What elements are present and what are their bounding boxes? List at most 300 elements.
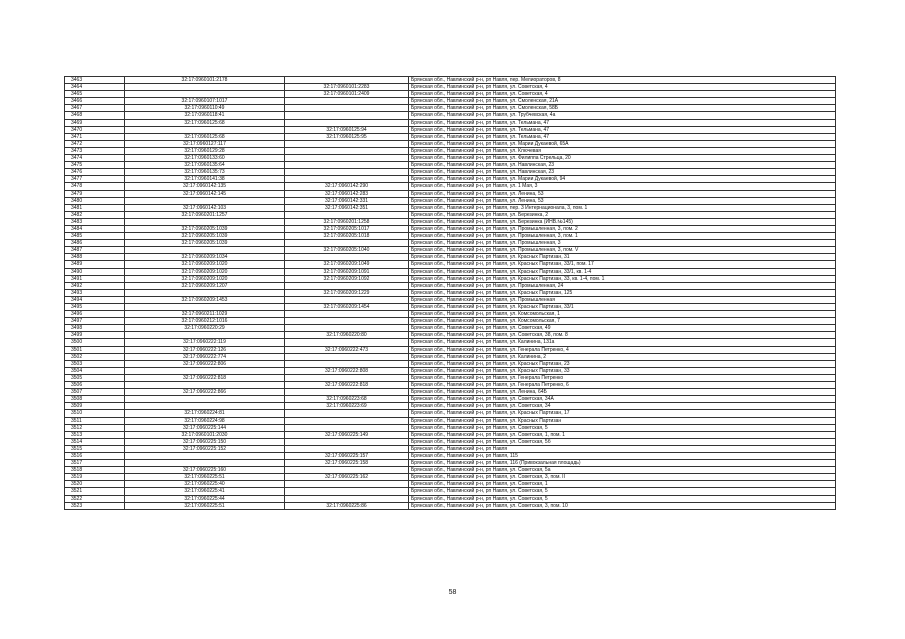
row-number-cell: 3490 bbox=[65, 268, 125, 275]
land-cadastral-number-cell: 32:17:0960142:103 bbox=[125, 204, 285, 211]
building-cadastral-number-cell bbox=[285, 112, 409, 119]
building-cadastral-number-cell: 32:17:0960142:331 bbox=[285, 197, 409, 204]
building-cadastral-number-cell bbox=[285, 417, 409, 424]
address-cell: Брянская обл., Навлинский р-н, рп Навля, ул. Навлинская, 23 bbox=[409, 162, 836, 169]
table-row bbox=[65, 460, 836, 467]
land-cadastral-number-cell: 32:17:0960209:1020 bbox=[125, 268, 285, 275]
land-cadastral-number-cell bbox=[125, 452, 285, 459]
row-number-cell: 3476 bbox=[65, 169, 125, 176]
address-cell: Брянская обл., Навлинский р-н, рп Навля, ул. Тельмана, 47 bbox=[409, 119, 836, 126]
address-cell: Брянская обл., Навлинский р-н, рп Навля, ул. Промышленная, 3 bbox=[409, 240, 836, 247]
land-cadastral-number-cell: 32:17:0960222:866 bbox=[125, 389, 285, 396]
land-cadastral-number-cell: 32:17:0960224:98 bbox=[125, 417, 285, 424]
table-row bbox=[65, 353, 836, 360]
table-row bbox=[65, 275, 836, 282]
address-cell: Брянская обл., Навлинский р-н, рп Навля, ул. Советская, 5 bbox=[409, 495, 836, 502]
building-cadastral-number-cell: 32:17:0960125:94 bbox=[285, 126, 409, 133]
building-cadastral-number-cell: 32:17:0960223:69 bbox=[285, 403, 409, 410]
table-row bbox=[65, 481, 836, 488]
address-cell: Брянская обл., Навлинский р-н, рп Навля, ул. Советская, 34А bbox=[409, 396, 836, 403]
building-cadastral-number-cell: 32:17:0960201:1258 bbox=[285, 218, 409, 225]
table-row bbox=[65, 105, 836, 112]
land-cadastral-number-cell: 32:17:0960118:41 bbox=[125, 112, 285, 119]
land-cadastral-number-cell: 32:17:0960142:145 bbox=[125, 190, 285, 197]
building-cadastral-number-cell: 32:17:0960209:1091 bbox=[285, 268, 409, 275]
address-cell: Брянская обл., Навлинский р-н, рп Навля, ул. Комсомольская, 1 bbox=[409, 311, 836, 318]
land-cadastral-number-cell: 32:17:0960222:806 bbox=[125, 360, 285, 367]
building-cadastral-number-cell bbox=[285, 424, 409, 431]
table-row bbox=[65, 374, 836, 381]
land-cadastral-number-cell bbox=[125, 367, 285, 374]
table-row bbox=[65, 140, 836, 147]
land-cadastral-number-cell bbox=[125, 382, 285, 389]
building-cadastral-number-cell bbox=[285, 318, 409, 325]
row-number-cell: 3470 bbox=[65, 126, 125, 133]
land-cadastral-number-cell bbox=[125, 304, 285, 311]
address-cell: Брянская обл., Навлинский р-н, рп Навля, ул. Советская, 5 bbox=[409, 488, 836, 495]
building-cadastral-number-cell bbox=[285, 240, 409, 247]
building-cadastral-number-cell bbox=[285, 211, 409, 218]
row-number-cell: 3507 bbox=[65, 389, 125, 396]
land-cadastral-number-cell: 32:17:0960209:1453 bbox=[125, 296, 285, 303]
address-cell: Брянская обл., Навлинский р-н, рп Навля, ул. Марии Дукаевой, 94 bbox=[409, 176, 836, 183]
address-cell: Брянская обл., Навлинский р-н, рп Навля, ул. Советская, 4 bbox=[409, 84, 836, 91]
building-cadastral-number-cell bbox=[285, 438, 409, 445]
building-cadastral-number-cell: 32:17:0960205:1040 bbox=[285, 247, 409, 254]
table-row bbox=[65, 119, 836, 126]
row-number-cell: 3500 bbox=[65, 339, 125, 346]
land-cadastral-number-cell: 32:17:0960107:1017 bbox=[125, 98, 285, 105]
building-cadastral-number-cell: 32:17:0960209:1229 bbox=[285, 289, 409, 296]
land-cadastral-number-cell: 32:17:0960222:818 bbox=[125, 374, 285, 381]
row-number-cell: 3477 bbox=[65, 176, 125, 183]
address-cell: Брянская обл., Навлинский р-н, рп Навля, ул. Генерала Петренко, 6 bbox=[409, 382, 836, 389]
table-row bbox=[65, 84, 836, 91]
land-cadastral-number-cell: 32:17:0960225:144 bbox=[125, 424, 285, 431]
land-cadastral-number-cell: 32:17:0960135:73 bbox=[125, 169, 285, 176]
table-row bbox=[65, 240, 836, 247]
table-row bbox=[65, 431, 836, 438]
address-cell: Брянская обл., Навлинский р-н, рп Навля, 115 bbox=[409, 452, 836, 459]
address-cell: Брянская обл., Навлинский р-н, рп Навля, ул. Красных Партизан, 33/1, кв. 1-4 bbox=[409, 268, 836, 275]
row-number-cell: 3492 bbox=[65, 282, 125, 289]
table-row bbox=[65, 254, 836, 261]
address-cell: Брянская обл., Навлинский р-н, рп Навля, ул. Смоленская, 21А bbox=[409, 98, 836, 105]
land-cadastral-number-cell bbox=[125, 247, 285, 254]
land-cadastral-number-cell: 32:17:0960225:51 bbox=[125, 502, 285, 509]
land-cadastral-number-cell: 32:17:0960212:1016 bbox=[125, 318, 285, 325]
table-row bbox=[65, 133, 836, 140]
building-cadastral-number-cell: 32:17:0960101:2283 bbox=[285, 84, 409, 91]
building-cadastral-number-cell: 32:17:0960225:149 bbox=[285, 431, 409, 438]
land-cadastral-number-cell bbox=[125, 396, 285, 403]
table-row bbox=[65, 438, 836, 445]
address-cell: Брянская обл., Навлинский р-н, рп Навля, ул. Промышленная, 3, пом. 1 bbox=[409, 233, 836, 240]
address-cell: Брянская обл., Навлинский р-н, рп Навля bbox=[409, 445, 836, 452]
address-cell: Брянская обл., Навлинский р-н, рп Навля, ул. Советская, 34 bbox=[409, 403, 836, 410]
land-cadastral-number-cell: 32:17:0960133:60 bbox=[125, 155, 285, 162]
row-number-cell: 3504 bbox=[65, 367, 125, 374]
address-cell: Брянская обл., Навлинский р-н, рп Навля, ул. Красных Партизан, 33, кв. 1-4, пом. 1 bbox=[409, 275, 836, 282]
row-number-cell: 3498 bbox=[65, 325, 125, 332]
row-number-cell: 3505 bbox=[65, 374, 125, 381]
row-number-cell: 3493 bbox=[65, 289, 125, 296]
table-row bbox=[65, 403, 836, 410]
building-cadastral-number-cell: 32:17:0960205:1017 bbox=[285, 225, 409, 232]
land-cadastral-number-cell: 32:17:0960225:160 bbox=[125, 467, 285, 474]
row-number-cell: 3468 bbox=[65, 112, 125, 119]
row-number-cell: 3475 bbox=[65, 162, 125, 169]
address-cell: Брянская обл., Навлинский р-н, рп Навля, ул. Красных Партизан, 125 bbox=[409, 289, 836, 296]
building-cadastral-number-cell bbox=[285, 360, 409, 367]
address-cell: Брянская обл., Навлинский р-н, рп Навля, пер. 3 Интернационала, 3, пом. 1 bbox=[409, 204, 836, 211]
address-cell: Брянская обл., Навлинский р-н, рп Навля, ул. Советская, 3, пом. 10 bbox=[409, 502, 836, 509]
land-cadastral-number-cell: 32:17:0960225:51 bbox=[125, 474, 285, 481]
table-row bbox=[65, 424, 836, 431]
building-cadastral-number-cell: 32:17:0960142:351 bbox=[285, 204, 409, 211]
land-cadastral-number-cell: 32:17:0960225:150 bbox=[125, 438, 285, 445]
land-cadastral-number-cell: 32:17:0960125:68 bbox=[125, 119, 285, 126]
address-cell: Брянская обл., Навлинский р-н, рп Навля, ул. Калинина, 2 bbox=[409, 353, 836, 360]
table-row bbox=[65, 332, 836, 339]
address-cell: Брянская обл., Навлинский р-н, рп Навля, ул. Трубчевская, 4а bbox=[409, 112, 836, 119]
address-cell: Брянская обл., Навлинский р-н, рп Навля, ул. Советская, 1, пом. 1 bbox=[409, 431, 836, 438]
address-cell: Брянская обл., Навлинский р-н, рп Навля, ул. Смоленская, 58Б bbox=[409, 105, 836, 112]
land-cadastral-number-cell: 32:17:0960209:1034 bbox=[125, 254, 285, 261]
row-number-cell: 3469 bbox=[65, 119, 125, 126]
table-row bbox=[65, 311, 836, 318]
table-row bbox=[65, 445, 836, 452]
row-number-cell: 3478 bbox=[65, 183, 125, 190]
land-cadastral-number-cell: 32:17:0960209:1020 bbox=[125, 261, 285, 268]
row-number-cell: 3495 bbox=[65, 304, 125, 311]
row-number-cell: 3497 bbox=[65, 318, 125, 325]
building-cadastral-number-cell: 32:17:0960142:290 bbox=[285, 183, 409, 190]
table-row bbox=[65, 488, 836, 495]
building-cadastral-number-cell: 32:17:0960209:1454 bbox=[285, 304, 409, 311]
building-cadastral-number-cell bbox=[285, 488, 409, 495]
row-number-cell: 3481 bbox=[65, 204, 125, 211]
building-cadastral-number-cell bbox=[285, 147, 409, 154]
address-cell: Брянская обл., Навлинский р-н, рп Навля, ул. Тельмана, 47 bbox=[409, 126, 836, 133]
building-cadastral-number-cell bbox=[285, 77, 409, 84]
land-cadastral-number-cell bbox=[125, 91, 285, 98]
table-row bbox=[65, 289, 836, 296]
registry-table-body bbox=[65, 77, 836, 510]
land-cadastral-number-cell: 32:17:0960110:49 bbox=[125, 105, 285, 112]
row-number-cell: 3487 bbox=[65, 247, 125, 254]
table-row bbox=[65, 112, 836, 119]
land-cadastral-number-cell: 32:17:0960205:1039 bbox=[125, 225, 285, 232]
table-row bbox=[65, 339, 836, 346]
land-cadastral-number-cell: 32:17:0960129:28 bbox=[125, 147, 285, 154]
address-cell: Брянская обл., Навлинский р-н, рп Навля, ул. Советская, 5б bbox=[409, 438, 836, 445]
building-cadastral-number-cell bbox=[285, 296, 409, 303]
building-cadastral-number-cell: 32:17:0960209:1049 bbox=[285, 261, 409, 268]
building-cadastral-number-cell: 32:17:0960142:283 bbox=[285, 190, 409, 197]
address-cell: Брянская обл., Навлинский р-н, рп Навля, ул. Советская, 4 bbox=[409, 91, 836, 98]
building-cadastral-number-cell bbox=[285, 445, 409, 452]
building-cadastral-number-cell: 32:17:0960222:473 bbox=[285, 346, 409, 353]
table-row bbox=[65, 360, 836, 367]
row-number-cell: 3465 bbox=[65, 91, 125, 98]
land-cadastral-number-cell: 32:17:0960224:81 bbox=[125, 410, 285, 417]
address-cell: Брянская обл., Навлинский р-н, рп Навля, ул. Березинка, 2 bbox=[409, 211, 836, 218]
table-row bbox=[65, 225, 836, 232]
row-number-cell: 3480 bbox=[65, 197, 125, 204]
building-cadastral-number-cell: 32:17:0960209:1092 bbox=[285, 275, 409, 282]
land-cadastral-number-cell: 32:17:0960225:152 bbox=[125, 445, 285, 452]
building-cadastral-number-cell bbox=[285, 467, 409, 474]
building-cadastral-number-cell bbox=[285, 410, 409, 417]
table-row bbox=[65, 346, 836, 353]
building-cadastral-number-cell bbox=[285, 140, 409, 147]
building-cadastral-number-cell bbox=[285, 495, 409, 502]
building-cadastral-number-cell: 32:17:0960222:818 bbox=[285, 382, 409, 389]
land-cadastral-number-cell: 32:17:0960211:1029 bbox=[125, 311, 285, 318]
address-cell: Брянская обл., Навлинский р-н, рп Навля, ул. Красных Партизан, 33/1, пом. 17 bbox=[409, 261, 836, 268]
address-cell: Брянская обл., Навлинский р-н, рп Навля, ул. Красных Партизан, 23 bbox=[409, 360, 836, 367]
building-cadastral-number-cell: 32:17:0960223:68 bbox=[285, 396, 409, 403]
building-cadastral-number-cell: 32:17:0960125:95 bbox=[285, 133, 409, 140]
registry-table bbox=[64, 76, 836, 510]
land-cadastral-number-cell: 32:17:0960205:1039 bbox=[125, 240, 285, 247]
row-number-cell: 3485 bbox=[65, 233, 125, 240]
building-cadastral-number-cell bbox=[285, 119, 409, 126]
building-cadastral-number-cell bbox=[285, 374, 409, 381]
table-row bbox=[65, 218, 836, 225]
table-row bbox=[65, 190, 836, 197]
building-cadastral-number-cell: 32:17:0960225:157 bbox=[285, 452, 409, 459]
row-number-cell: 3471 bbox=[65, 133, 125, 140]
address-cell: Брянская обл., Навлинский р-н, рп Навля, ул. Ленина, 53 bbox=[409, 197, 836, 204]
land-cadastral-number-cell bbox=[125, 197, 285, 204]
building-cadastral-number-cell bbox=[285, 325, 409, 332]
table-row bbox=[65, 304, 836, 311]
address-cell: Брянская обл., Навлинский р-н, рп Навля, ул. Генерала Петренко, 4 bbox=[409, 346, 836, 353]
building-cadastral-number-cell bbox=[285, 254, 409, 261]
address-cell: Брянская обл., Навлинский р-н, рп Навля, ул. Березинка (ИНВ.№145) bbox=[409, 218, 836, 225]
table-row bbox=[65, 417, 836, 424]
table-row bbox=[65, 282, 836, 289]
address-cell: Брянская обл., Навлинский р-н, рп Навля, ул. Советская, 49 bbox=[409, 325, 836, 332]
table-row bbox=[65, 147, 836, 154]
table-row bbox=[65, 495, 836, 502]
land-cadastral-number-cell: 32:17:0960142:135 bbox=[125, 183, 285, 190]
land-cadastral-number-cell: 32:17:0960201:1257 bbox=[125, 211, 285, 218]
table-row bbox=[65, 204, 836, 211]
row-number-cell: 3519 bbox=[65, 474, 125, 481]
land-cadastral-number-cell: 32:17:0960125:68 bbox=[125, 133, 285, 140]
row-number-cell: 3491 bbox=[65, 275, 125, 282]
row-number-cell: 3521 bbox=[65, 488, 125, 495]
row-number-cell: 3483 bbox=[65, 218, 125, 225]
address-cell: Брянская обл., Навлинский р-н, рп Навля, ул. Красных Партизан bbox=[409, 417, 836, 424]
row-number-cell: 3503 bbox=[65, 360, 125, 367]
table-row bbox=[65, 410, 836, 417]
building-cadastral-number-cell bbox=[285, 162, 409, 169]
table-row bbox=[65, 98, 836, 105]
building-cadastral-number-cell bbox=[285, 169, 409, 176]
land-cadastral-number-cell: 32:17:0960222:126 bbox=[125, 346, 285, 353]
row-number-cell: 3506 bbox=[65, 382, 125, 389]
table-row bbox=[65, 389, 836, 396]
table-row bbox=[65, 197, 836, 204]
land-cadastral-number-cell: 32:17:0960205:1039 bbox=[125, 233, 285, 240]
table-row bbox=[65, 268, 836, 275]
address-cell: Брянская обл., Навлинский р-н, рп Навля, ул. Промышленная bbox=[409, 296, 836, 303]
row-number-cell: 3508 bbox=[65, 396, 125, 403]
address-cell: Брянская обл., Навлинский р-н, рп Навля, ул. Комсомольская, 7 bbox=[409, 318, 836, 325]
building-cadastral-number-cell: 32:17:0960205:1018 bbox=[285, 233, 409, 240]
row-number-cell: 3463 bbox=[65, 77, 125, 84]
row-number-cell: 3488 bbox=[65, 254, 125, 261]
page-number: 58 bbox=[448, 589, 457, 596]
row-number-cell: 3464 bbox=[65, 84, 125, 91]
address-cell: Брянская обл., Навлинский р-н, рп Навля, ул. Красных Партизан, 33 bbox=[409, 367, 836, 374]
land-cadastral-number-cell: 32:17:0960135:64 bbox=[125, 162, 285, 169]
building-cadastral-number-cell bbox=[285, 98, 409, 105]
building-cadastral-number-cell bbox=[285, 481, 409, 488]
row-number-cell: 3484 bbox=[65, 225, 125, 232]
table-row bbox=[65, 318, 836, 325]
land-cadastral-number-cell: 32:17:0960209:1207 bbox=[125, 282, 285, 289]
land-cadastral-number-cell bbox=[125, 218, 285, 225]
address-cell: Брянская обл., Навлинский р-н, рп Навля, ул. Ленина, 64Б bbox=[409, 389, 836, 396]
table-row bbox=[65, 467, 836, 474]
building-cadastral-number-cell bbox=[285, 282, 409, 289]
table-row bbox=[65, 126, 836, 133]
building-cadastral-number-cell bbox=[285, 353, 409, 360]
land-cadastral-number-cell: 32:17:0960225:40 bbox=[125, 481, 285, 488]
land-cadastral-number-cell bbox=[125, 332, 285, 339]
table-row bbox=[65, 261, 836, 268]
building-cadastral-number-cell bbox=[285, 155, 409, 162]
row-number-cell: 3514 bbox=[65, 438, 125, 445]
row-number-cell: 3513 bbox=[65, 431, 125, 438]
building-cadastral-number-cell: 32:17:0960225:86 bbox=[285, 502, 409, 509]
row-number-cell: 3466 bbox=[65, 98, 125, 105]
row-number-cell: 3511 bbox=[65, 417, 125, 424]
row-number-cell: 3502 bbox=[65, 353, 125, 360]
building-cadastral-number-cell bbox=[285, 311, 409, 318]
address-cell: Брянская обл., Навлинский р-н, рп Навля, ул. Марии Дукаевой, 65А bbox=[409, 140, 836, 147]
address-cell: Брянская обл., Навлинский р-н, рп Навля, ул. Советская, 38, пом. 8 bbox=[409, 332, 836, 339]
table-row bbox=[65, 176, 836, 183]
table-row bbox=[65, 91, 836, 98]
row-number-cell: 3512 bbox=[65, 424, 125, 431]
land-cadastral-number-cell bbox=[125, 460, 285, 467]
row-number-cell: 3486 bbox=[65, 240, 125, 247]
building-cadastral-number-cell: 32:17:0960225:162 bbox=[285, 474, 409, 481]
table-row bbox=[65, 325, 836, 332]
address-cell: Брянская обл., Навлинский р-н, рп Навля, ул. Советская, 5 bbox=[409, 424, 836, 431]
row-number-cell: 3520 bbox=[65, 481, 125, 488]
address-cell: Брянская обл., Навлинский р-н, рп Навля, ул. Советская, 3, пом. II bbox=[409, 474, 836, 481]
row-number-cell: 3489 bbox=[65, 261, 125, 268]
address-cell: Брянская обл., Навлинский р-н, рп Навля, ул. Ключевая bbox=[409, 147, 836, 154]
address-cell: Брянская обл., Навлинский р-н, рп Навля, ул. Промышленная, 3, пом. 2 bbox=[409, 225, 836, 232]
address-cell: Брянская обл., Навлинский р-н, рп Навля, 116 (Привокзальная площадь) bbox=[409, 460, 836, 467]
row-number-cell: 3474 bbox=[65, 155, 125, 162]
table-row bbox=[65, 382, 836, 389]
row-number-cell: 3510 bbox=[65, 410, 125, 417]
land-cadastral-number-cell: 32:17:0960222:774 bbox=[125, 353, 285, 360]
row-number-cell: 3517 bbox=[65, 460, 125, 467]
table-row bbox=[65, 211, 836, 218]
address-cell: Брянская обл., Навлинский р-н, рп Навля, ул. Филиппа Стрельца, 20 bbox=[409, 155, 836, 162]
row-number-cell: 3523 bbox=[65, 502, 125, 509]
table-row bbox=[65, 233, 836, 240]
row-number-cell: 3516 bbox=[65, 452, 125, 459]
row-number-cell: 3496 bbox=[65, 311, 125, 318]
land-cadastral-number-cell bbox=[125, 403, 285, 410]
building-cadastral-number-cell bbox=[285, 105, 409, 112]
address-cell: Брянская обл., Навлинский р-н, рп Навля, ул. Красных Партизан, 33/1 bbox=[409, 304, 836, 311]
row-number-cell: 3482 bbox=[65, 211, 125, 218]
row-number-cell: 3472 bbox=[65, 140, 125, 147]
row-number-cell: 3467 bbox=[65, 105, 125, 112]
land-cadastral-number-cell: 32:17:0960101:2178 bbox=[125, 77, 285, 84]
row-number-cell: 3518 bbox=[65, 467, 125, 474]
table-row bbox=[65, 247, 836, 254]
land-cadastral-number-cell bbox=[125, 289, 285, 296]
row-number-cell: 3494 bbox=[65, 296, 125, 303]
building-cadastral-number-cell: 32:17:0960220:80 bbox=[285, 332, 409, 339]
address-cell: Брянская обл., Навлинский р-н, рп Навля, пер. Мелиораторов, 8 bbox=[409, 77, 836, 84]
row-number-cell: 3499 bbox=[65, 332, 125, 339]
table-row bbox=[65, 162, 836, 169]
address-cell: Брянская обл., Навлинский р-н, рп Навля, ул. Промышленная, 3, пом. V bbox=[409, 247, 836, 254]
building-cadastral-number-cell: 32:17:0960225:158 bbox=[285, 460, 409, 467]
table-row bbox=[65, 396, 836, 403]
address-cell: Брянская обл., Навлинский р-н, рп Навля, ул. Тельмана, 47 bbox=[409, 133, 836, 140]
address-cell: Брянская обл., Навлинский р-н, рп Навля, ул. Генерала Петренко bbox=[409, 374, 836, 381]
land-cadastral-number-cell: 32:17:0960141:38 bbox=[125, 176, 285, 183]
land-cadastral-number-cell: 32:17:0960220:29 bbox=[125, 325, 285, 332]
table-row bbox=[65, 296, 836, 303]
row-number-cell: 3515 bbox=[65, 445, 125, 452]
row-number-cell: 3501 bbox=[65, 346, 125, 353]
address-cell: Брянская обл., Навлинский р-н, рп Навля, ул. Красных Партизан, 31 bbox=[409, 254, 836, 261]
table-row bbox=[65, 183, 836, 190]
address-cell: Брянская обл., Навлинский р-н, рп Навля, ул. Советская, 1 bbox=[409, 481, 836, 488]
row-number-cell: 3479 bbox=[65, 190, 125, 197]
table-row bbox=[65, 502, 836, 509]
land-cadastral-number-cell bbox=[125, 84, 285, 91]
table-row bbox=[65, 367, 836, 374]
table-row bbox=[65, 77, 836, 84]
table-row bbox=[65, 452, 836, 459]
row-number-cell: 3509 bbox=[65, 403, 125, 410]
building-cadastral-number-cell: 32:17:0960222:808 bbox=[285, 367, 409, 374]
land-cadastral-number-cell: 32:17:0960101:2030 bbox=[125, 431, 285, 438]
land-cadastral-number-cell: 32:17:0960225:41 bbox=[125, 488, 285, 495]
address-cell: Брянская обл., Навлинский р-н, рп Навля, ул. Красных Партизан, 17 bbox=[409, 410, 836, 417]
row-number-cell: 3522 bbox=[65, 495, 125, 502]
building-cadastral-number-cell bbox=[285, 339, 409, 346]
address-cell: Брянская обл., Навлинский р-н, рп Навля, ул. 1 Мая, 3 bbox=[409, 183, 836, 190]
address-cell: Брянская обл., Навлинский р-н, рп Навля, ул. Калинина, 131а bbox=[409, 339, 836, 346]
row-number-cell: 3473 bbox=[65, 147, 125, 154]
land-cadastral-number-cell: 32:17:0960222:119 bbox=[125, 339, 285, 346]
building-cadastral-number-cell bbox=[285, 176, 409, 183]
address-cell: Брянская обл., Навлинский р-н, рп Навля, ул. Промышленная, 24 bbox=[409, 282, 836, 289]
address-cell: Брянская обл., Навлинский р-н, рп Навля, ул. Советская, 5а bbox=[409, 467, 836, 474]
building-cadastral-number-cell bbox=[285, 389, 409, 396]
table-row bbox=[65, 155, 836, 162]
land-cadastral-number-cell: 32:17:0960225:44 bbox=[125, 495, 285, 502]
